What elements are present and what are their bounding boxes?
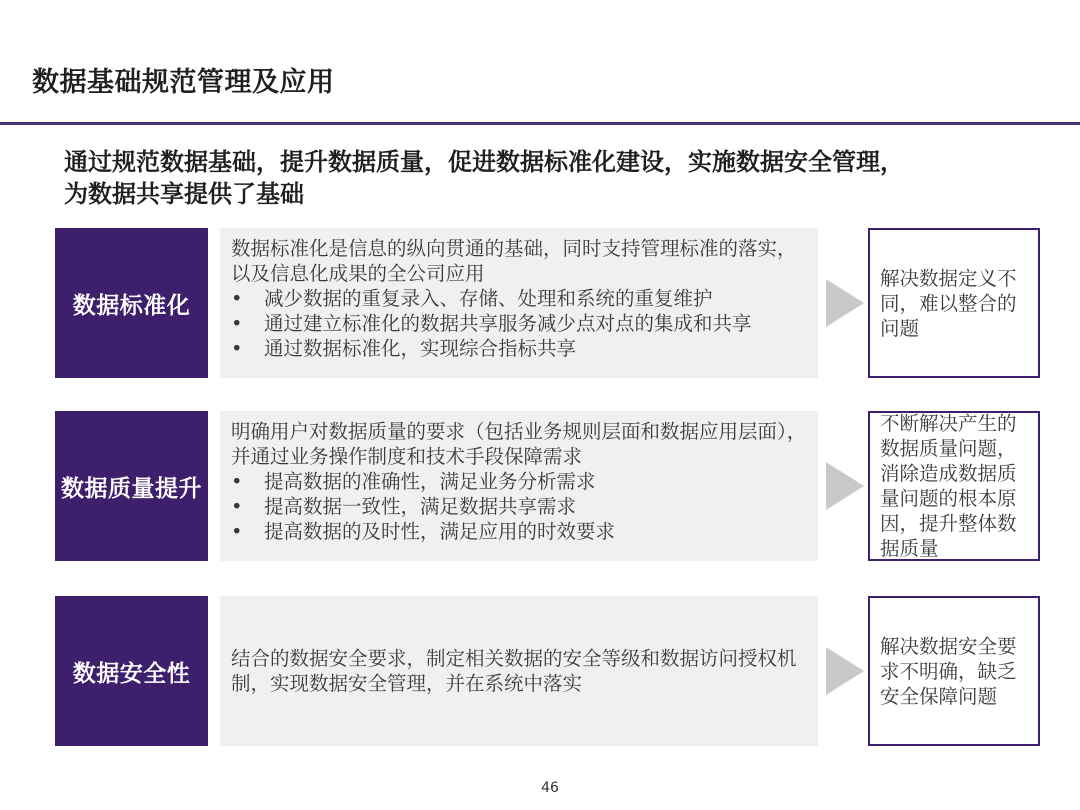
list-item [231, 311, 808, 336]
bullet-text: 提高数据一致性，满足数据共享需求 [264, 495, 577, 518]
bullet-text: 减少数据的重复录入、存储、处理和系统的重复维护 [264, 287, 713, 310]
bullet-text: 通过数据标准化，实现综合指标共享 [264, 337, 577, 360]
row-label: 数据标准化 [55, 228, 208, 378]
row-label: 数据质量提升 [55, 411, 208, 561]
arrow-right-icon [826, 462, 864, 510]
bullet-list [231, 469, 808, 544]
bullet-dot: • [231, 470, 243, 493]
bullet-dot: • [231, 520, 243, 543]
subtitle [64, 146, 1044, 210]
row-content [220, 228, 818, 378]
row-content [220, 596, 818, 746]
row-label: 数据安全性 [55, 596, 208, 746]
arrow-right-icon [826, 647, 864, 695]
list-item [231, 494, 808, 519]
list-item [231, 286, 808, 311]
row-content [220, 411, 818, 561]
bullet-list [231, 286, 808, 361]
result-text: 解决数据定义不同，难以整合的问题 [880, 266, 1017, 340]
page-number: 46 [541, 780, 559, 796]
result-text: 解决数据安全要求不明确，缺乏安全保障问题 [880, 634, 1017, 708]
title-divider [0, 122, 1080, 125]
list-item [231, 336, 808, 361]
row-result [868, 411, 1040, 561]
bullet-text: 提高数据的准确性，满足业务分析需求 [264, 470, 596, 493]
row-data-quality [0, 411, 1080, 561]
bullet-dot: • [231, 337, 243, 360]
row-data-security [0, 596, 1080, 746]
bullet-dot: • [231, 495, 243, 518]
bullet-text: 提高数据的及时性，满足应用的时效要求 [264, 520, 616, 543]
page-title: 数据基础规范管理及应用 [32, 67, 335, 98]
bullet-text: 通过建立标准化的数据共享服务减少点对点的集成和共享 [264, 312, 752, 335]
row-intro: 明确用户对数据质量的要求（包括业务规则层面和数据应用层面），并通过业务操作制度和技术手段保障需求 [231, 420, 807, 468]
row-result [868, 596, 1040, 746]
subtitle-line-1: 通过规范数据基础，提升数据质量，促进数据标准化建设，实施数据安全管理， [64, 148, 904, 176]
row-intro: 结合的数据安全要求，制定相关数据的安全等级和数据访问授权机制，实现数据安全管理，并在系统中落实 [231, 647, 797, 695]
arrow-right-icon [826, 279, 864, 327]
subtitle-line-2: 为数据共享提供了基础 [64, 180, 304, 208]
list-item [231, 519, 808, 544]
row-intro: 数据标准化是信息的纵向贯通的基础，同时支持管理标准的落实，以及信息化成果的全公司应用 [231, 237, 797, 285]
bullet-dot: • [231, 312, 243, 335]
row-data-standardization [0, 228, 1080, 378]
list-item [231, 469, 808, 494]
result-text: 不断解决产生的数据质量问题，消除造成数据质量问题的根本原因，提升整体数据质量 [880, 412, 1017, 560]
row-result [868, 228, 1040, 378]
bullet-dot: • [231, 287, 243, 310]
